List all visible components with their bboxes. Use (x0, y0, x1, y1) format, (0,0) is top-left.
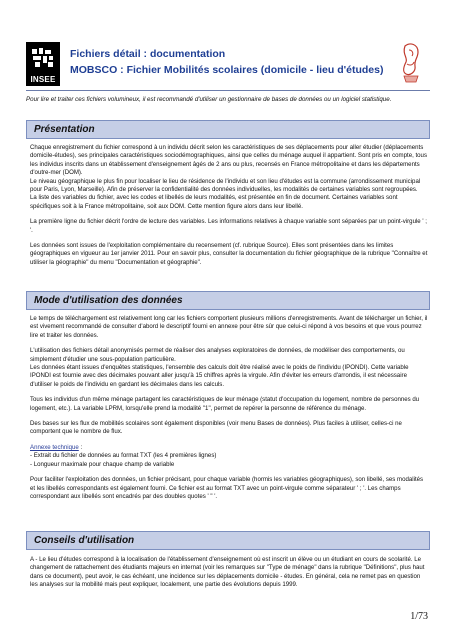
document-subtitle: MOBSCO : Fichier Mobilités scolaires (domicile - lieu d'études) (70, 64, 384, 76)
paragraph: Tous les individus d'un même ménage partagent les caractéristiques de leur ménage (statut d'occupation du logement, nombre de personnes du logement, etc.). La variable LPRM, lorsqu'elle prend la modalité "1", permet de repérer la personne de référence du ménage. (30, 396, 420, 412)
insee-logo-text: INSEE (30, 75, 56, 84)
paragraph: Les données étant issues d'enquêtes statistiques, l'ensemble des calculs doit être réalisé avec le poids de l'individu (IPONDI). Cette variable IPONDI est fournie avec des décimales pouvant aller jusqu'à 15 chiffres après la virgule. Afin d'éviter les erreurs d'arrondis, il est nécessaire d'utiliser le poids de l'individu en gardant les décimales dans les calculs. (30, 364, 409, 388)
insee-logo (26, 42, 60, 86)
marianne-emblem-icon (396, 40, 426, 86)
paragraph: Les données sont issues de l'exploitation complémentaire du recensement (cf. rubrique Source). Elles sont présentées dans les limites géographiques en vigueur au 1er janvier 2011. Pour en savoir plus, consulter la documentation du fichier géographique de la rubrique "Connaître et utiliser la géographie" du menu "Documentation et géographie". (30, 242, 428, 266)
intro-note: Pour lire et traiter ces fichiers volumineux, il est recommandé d'utiliser un gestionnaire de bases de données ou un logiciel statistique. (26, 96, 392, 103)
document-header (26, 42, 430, 86)
paragraph: Le niveau géographique le plus fin pour localiser le lieu de résidence de l'individu et son lieu d'études est la commune (arrondissement municipal pour Paris, Lyon, Marseille). Afin de préserver la confidentialité des données individuelles, les modalités de certaines variables sont regroupées. (30, 177, 421, 194)
paragraph: La liste des variables du fichier, avec les codes et libellés de leurs modalités, est présentée en fin de document. Certaines variables sont spécifiques soit à la France métropolitaine, soit aux DOM. Cette mention figure alors dans leur libellé. (30, 194, 398, 210)
page-number: 1/73 (410, 611, 428, 622)
paragraph: La première ligne du fichier décrit l'ordre de lecture des variables. Les informations relatives à chaque variable sont séparées par un point-virgule ' ; '. (30, 218, 427, 234)
mode-body (30, 315, 428, 501)
header-rule (26, 90, 430, 91)
insee-logo-mark-icon (30, 46, 56, 70)
document-title: Fichiers détail : documentation (70, 48, 226, 60)
document-titles (70, 46, 390, 78)
section-header-mode (26, 291, 430, 310)
paragraph: L'utilisation des fichiers détail anonymisés permet de réaliser des analyses exploratoires de données, de modéliser des comportements, ou simplement d'étudier une sous-population particulière. (30, 347, 405, 363)
paragraph: A - Le lieu d'études correspond à la localisation de l'établissement d'enseignement où est inscrit un élève ou un étudiant en cours de scolarité. Le changement de rattachement des étudiants majeurs en internat (voir les remarques sur "Type de ménage" dans la rubrique "Définitions", plus haut dans ce document), peut avoir, le cas échéant, une incidence sur les déplacements domicile - études. En général, cela ne remet pas en question les analyses sur la mobilité mais peut expliquer, localement, une partie des évolutions depuis 1999. (30, 556, 425, 589)
annex-line: - Extrait du fichier de données au format TXT (les 4 premières lignes) (30, 452, 217, 460)
paragraph: Des bases sur les flux de mobilités scolaires sont également disponibles (voir menu Bases de données). Plus faciles à utiliser, celles-ci ne comportent que le nombre de flux. (30, 420, 402, 436)
paragraph: Le temps de téléchargement est relativement long car les fichiers comportent plusieurs millions d'enregistrements. Avant de télécharger un fichier, il est vivement recommandé de consulter d'abord le descriptif fourni en annexe pour être sûr que celui-ci répond à vos besoins et que vous pourrez lire et traiter les données. (30, 315, 428, 339)
section-header-conseils (26, 531, 430, 550)
section-title: Conseils d'utilisation (34, 535, 135, 546)
paragraph: Chaque enregistrement du fichier correspond à un individu décrit selon les caractéristiques de ses déplacements pour aller étudier (déplacements domicile-études), ses principales caractéristiques sociodémographiques, ainsi que celles du ménage auquel il appartient. Sont pris en compte, tous les individus inscrits dans un établissement d'enseignement âgés de 2 ans ou plus, recensés en France métropolitaine et dans les départements d'outre-mer (DOM). (30, 144, 427, 177)
annex-technique-label: Annexe technique : (30, 443, 83, 451)
conseils-body (30, 556, 428, 590)
paragraph: Pour faciliter l'exploitation des données, un fichier précisant, pour chaque variable (hormis les variables géographiques), son libellé, ses modalités et les libellés correspondants est également fourni. Ce fichier est au format TXT avec un point-virgule comme séparateur ' ; '. Les champs correspondant aux libellés sont encadrés par des doubles quotes ' " '. (30, 476, 424, 500)
annex-line: - Longueur maximale pour chaque champ de variable (30, 460, 175, 468)
section-header-presentation (26, 120, 430, 139)
section-title: Présentation (34, 124, 95, 135)
presentation-body (30, 144, 428, 267)
section-title: Mode d'utilisation des données (34, 295, 183, 306)
